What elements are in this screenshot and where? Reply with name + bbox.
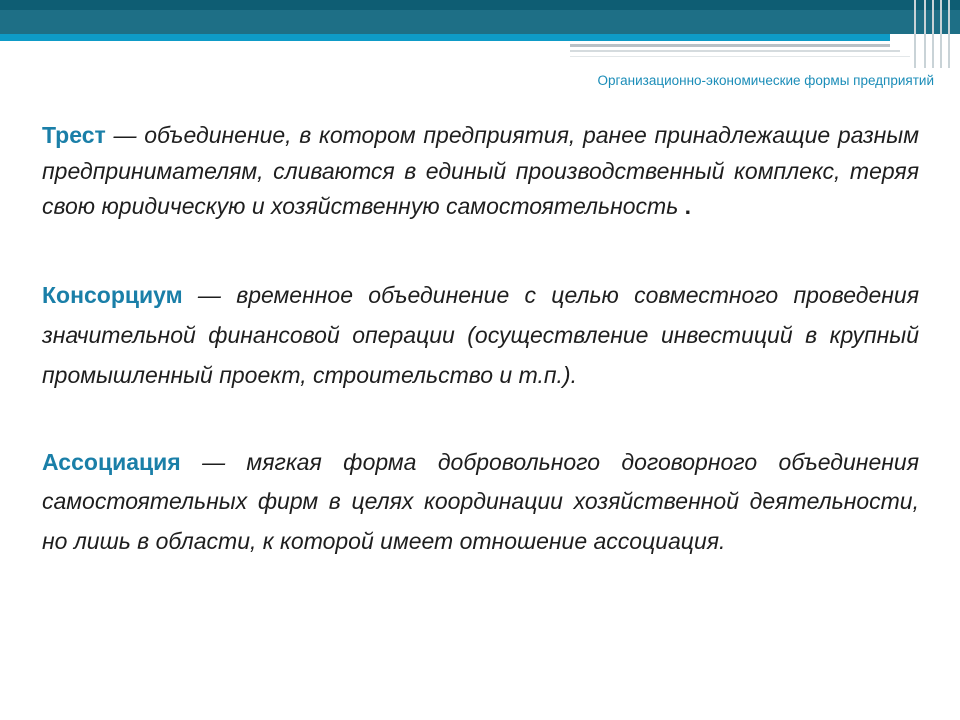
definition-association bbox=[42, 443, 919, 562]
accent-line bbox=[570, 56, 910, 57]
definition-consortium bbox=[42, 275, 919, 395]
definition-text: — временное объединение с целью совместного проведения значительной финансовой операции (осуществление инвестиций в крупный промышленный проект, строительство и т.п.). bbox=[42, 281, 919, 388]
decorative-stripes bbox=[900, 0, 960, 68]
accent-line bbox=[570, 50, 900, 52]
definition-end: . bbox=[678, 193, 692, 219]
accent-line bbox=[0, 34, 890, 41]
definition-trust bbox=[42, 118, 919, 225]
definition-text: — объединение, в котором предприятия, ранее принадлежащие разным предпринимателям, сливаются в единый производственный комплекс, теряя свою юридическую и хозяйственную самостоятельность bbox=[42, 122, 919, 219]
header-band-dark bbox=[0, 0, 960, 10]
slide-header-title: Организационно-экономические формы предприятий bbox=[597, 73, 934, 88]
definitions-list bbox=[42, 118, 919, 561]
definition-term: Консорциум bbox=[42, 281, 183, 308]
definition-term: Трест bbox=[42, 122, 106, 148]
definition-text: — мягкая форма добровольного договорного объединения самостоятельных фирм в целях координации хозяйственной деятельности, но лишь в области, к которой имеет отношение ассоциация. bbox=[42, 448, 919, 554]
definition-term: Ассоциация bbox=[42, 448, 181, 475]
accent-line bbox=[570, 44, 890, 47]
